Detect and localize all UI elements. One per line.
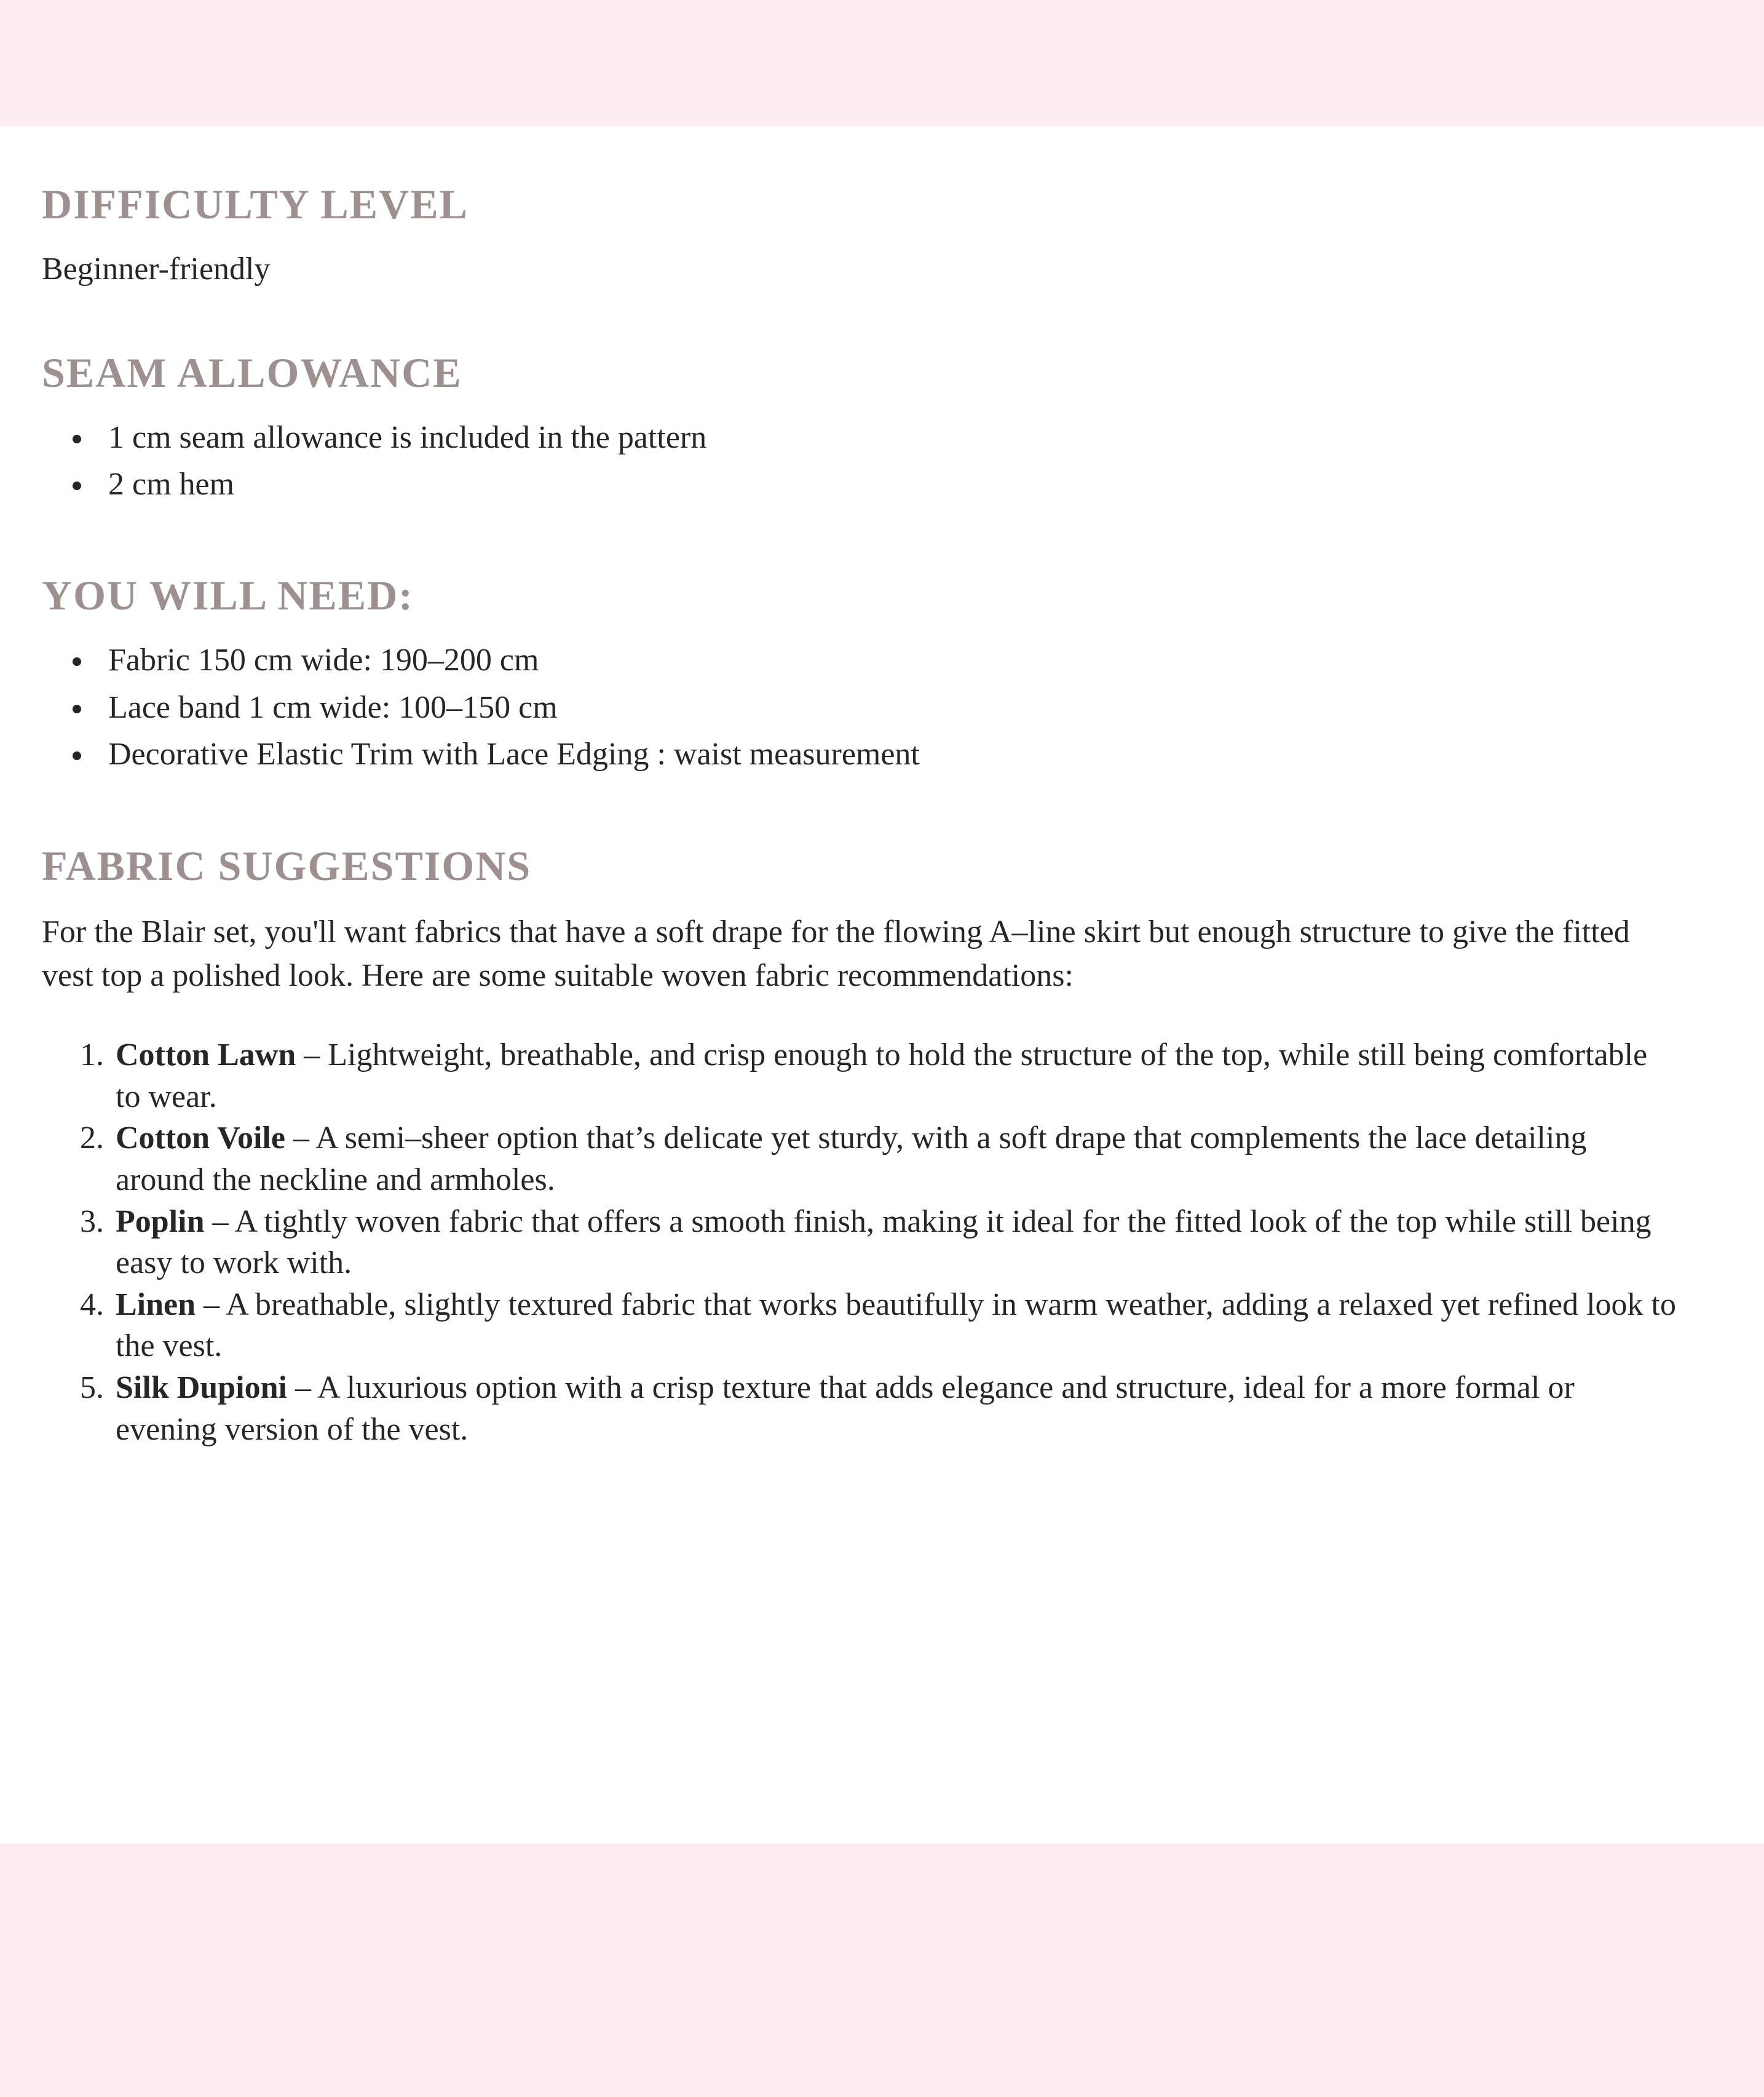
heading-you-will-need: YOU WILL NEED: xyxy=(42,572,414,619)
fabric-name: Silk Dupioni xyxy=(116,1370,287,1405)
fabric-description: A luxurious option with a crisp texture that adds elegance and structure, ideal for a more formal or evening version of the vest. xyxy=(116,1370,1575,1447)
decorative-band-top xyxy=(0,0,1764,126)
seam-allowance-list xyxy=(42,394,1679,509)
fabric-dash: – xyxy=(285,1120,316,1156)
fabric-suggestions-intro: For the Blair set, you'll want fabrics that have a soft drape for the flowing A–line skirt but enough structure to give the fitted vest top a polished look. Here are some suitable woven fabric recommendations: xyxy=(42,914,1630,994)
list-item: 2 cm hem xyxy=(42,461,1679,508)
fabric-description: A breathable, slightly textured fabric that works beautifully in warm weather, adding a relaxed yet refined look to the vest. xyxy=(116,1286,1676,1364)
fabric-dash: – xyxy=(204,1203,235,1239)
list-item xyxy=(42,1367,1679,1450)
list-item: 1 cm seam allowance is included in the pattern xyxy=(42,414,1679,461)
list-item xyxy=(42,1117,1679,1200)
heading-difficulty-level: DIFFICULTY LEVEL xyxy=(42,181,469,228)
document-content xyxy=(0,126,1764,1844)
list-item: Decorative Elastic Trim with Lace Edging : waist measurement xyxy=(42,731,1679,778)
fabric-name: Poplin xyxy=(116,1203,205,1239)
list-item xyxy=(42,1034,1679,1117)
fabric-dash: – xyxy=(287,1370,318,1405)
list-item xyxy=(42,1201,1679,1284)
fabric-dash: – xyxy=(296,1037,328,1073)
list-item: Fabric 150 cm wide: 190–200 cm xyxy=(42,637,1679,684)
fabric-description: A tightly woven fabric that offers a smooth finish, making it ideal for the fitted look of the top while still being easy to work with. xyxy=(116,1203,1651,1281)
heading-fabric-suggestions: FABRIC SUGGESTIONS xyxy=(42,842,532,889)
fabric-name: Cotton Lawn xyxy=(116,1037,296,1073)
difficulty-level-value: Beginner-friendly xyxy=(42,252,271,287)
fabric-dash: – xyxy=(196,1286,226,1322)
list-item: Lace band 1 cm wide: 100–150 cm xyxy=(42,684,1679,731)
fabric-name: Linen xyxy=(116,1286,196,1322)
fabric-name: Cotton Voile xyxy=(116,1120,285,1156)
fabric-description: A semi–sheer option that’s delicate yet sturdy, with a soft drape that complements the lace detailing around the neckline and armholes. xyxy=(116,1120,1587,1198)
decorative-band-bottom xyxy=(0,1844,1764,2097)
you-will-need-list xyxy=(42,616,1679,778)
fabric-description: Lightweight, breathable, and crisp enough to hold the structure of the top, while still being comfortable to wear. xyxy=(116,1037,1648,1114)
list-item xyxy=(42,1284,1679,1367)
fabric-suggestions-list xyxy=(42,997,1679,1450)
heading-seam-allowance: SEAM ALLOWANCE xyxy=(42,349,462,396)
